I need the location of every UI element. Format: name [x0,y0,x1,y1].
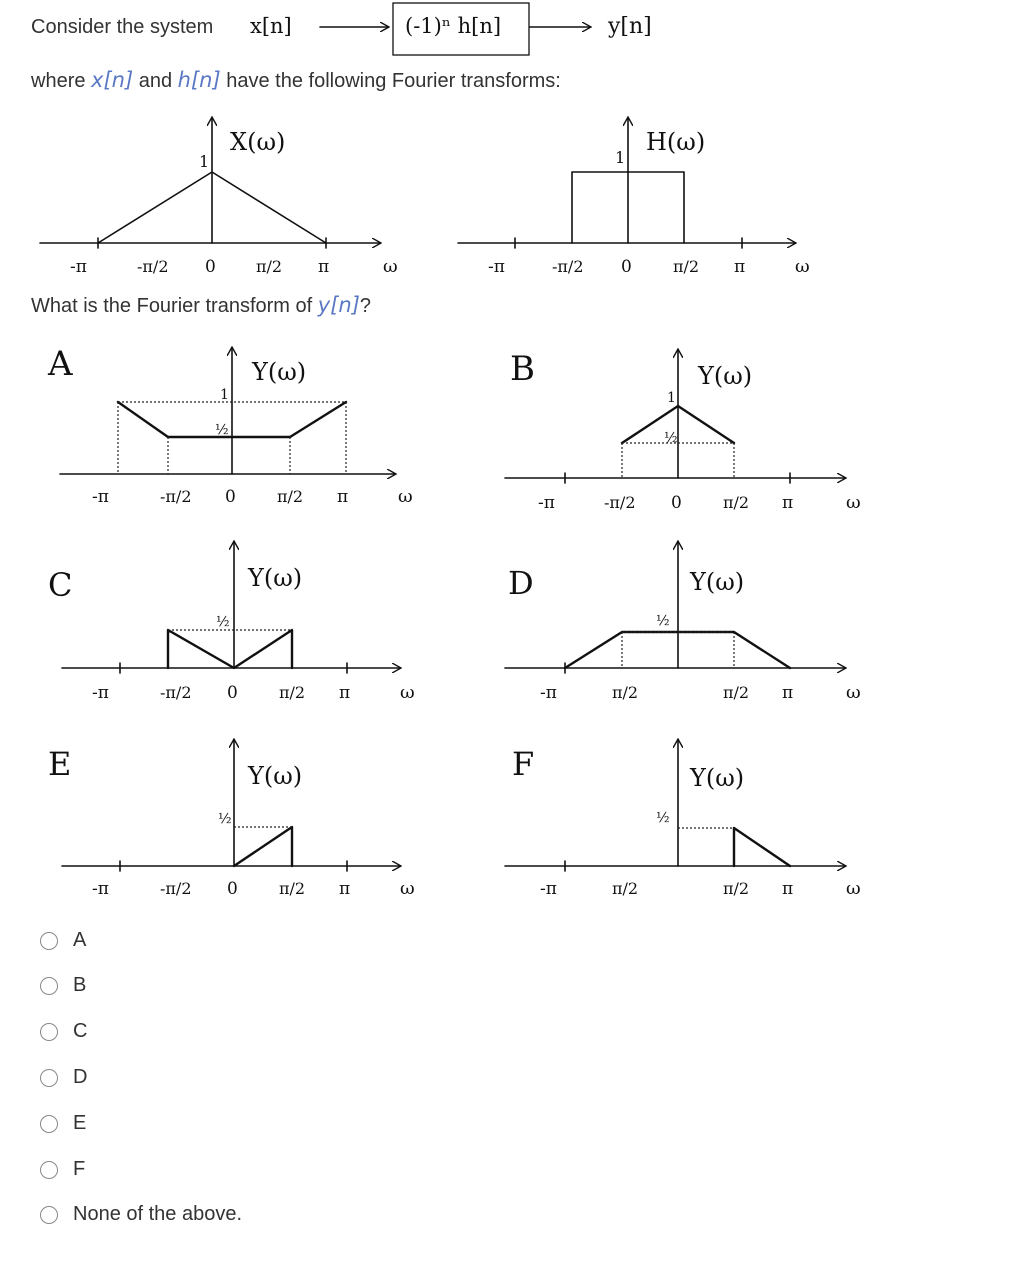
tick-label-half-pi: π/2 [723,683,750,702]
tick-label-neg-pi: -π [488,257,505,277]
omega-label: ω [846,492,861,513]
choice-a-plot [47,344,413,507]
omega-label: ω [846,878,861,899]
choice-e-plot [48,740,415,899]
h-peak-label: 1 [615,148,626,167]
choice-title: Y(ω) [248,762,303,790]
choice-b-plot [505,349,861,513]
tick-label-neg-half-pi: -π/2 [604,493,636,512]
tick-label-neg-half-pi: π/2 [612,683,639,702]
x-peak-label: 1 [199,152,210,171]
choice-letter-e: E [48,745,72,783]
option-b[interactable] [40,974,86,997]
option-f[interactable] [40,1158,85,1181]
tick-label-half-pi: π/2 [256,257,283,276]
tick-label-half-pi: π/2 [723,879,750,898]
tick-label-neg-half-pi: -π/2 [160,683,192,702]
omega-label: ω [383,256,398,277]
tick-label-half-pi: π/2 [673,257,700,276]
option-label: C [73,1020,88,1042]
level-label-one: 1 [220,387,229,403]
level-label-half: ½ [218,811,232,827]
choice-c-plot [48,542,415,703]
tick-label-zero: 0 [671,493,682,513]
option-a[interactable] [40,929,86,952]
choice-letter-d: D [508,564,534,602]
choice-c-curve [168,630,292,668]
radio-button[interactable] [40,1206,58,1224]
choice-title: Y(ω) [690,764,745,792]
tick-label-pi: π [782,879,794,899]
question-intro: Consider the system [31,16,214,38]
level-label-half: ½ [656,613,670,629]
tick-label-neg-half-pi: π/2 [612,879,639,898]
tick-label-neg-half-pi: -π/2 [137,257,169,276]
choice-title: Y(ω) [252,358,307,386]
tick-label-pi: π [318,257,330,277]
tick-label-pi: π [339,683,351,703]
choice-e-curve [234,827,292,866]
option-label: None of the above. [73,1203,243,1225]
level-label-half: ½ [216,614,230,630]
tick-label-pi: π [339,879,351,899]
tick-label-neg-pi: -π [538,493,555,513]
tick-label-pi: π [734,257,746,277]
radio-button[interactable] [40,977,58,995]
radio-button[interactable] [40,932,58,950]
choice-f-plot [505,740,861,899]
level-label-half: ½ [664,430,678,446]
h-plot-title: H(ω) [646,128,706,156]
option-label: A [73,929,87,951]
x-spectrum-plot [40,118,398,277]
tick-label-neg-pi: -π [92,487,109,507]
omega-label: ω [400,878,415,899]
h-spectrum-plot [458,118,810,277]
level-label-one: 1 [667,390,676,406]
tick-label-neg-pi: -π [70,257,87,277]
choice-f-curve [734,828,790,866]
system-output-label: y[n] [608,14,652,39]
choice-title: Y(ω) [248,564,303,592]
omega-label: ω [400,682,415,703]
omega-label: ω [398,486,413,507]
tick-label-neg-pi: -π [92,879,109,899]
tick-label-neg-half-pi: -π/2 [160,487,192,506]
option-c[interactable] [40,1020,87,1043]
system-block-label: (-1)ⁿ h[n] [405,14,502,38]
option-e[interactable] [40,1112,86,1135]
level-label-half: ½ [656,810,670,826]
tick-label-zero: 0 [225,487,236,507]
tick-label-half-pi: π/2 [277,487,304,506]
tick-label-zero: 0 [621,257,632,277]
tick-label-half-pi: π/2 [279,879,306,898]
tick-label-neg-pi: -π [92,683,109,703]
tick-label-pi: π [782,683,794,703]
option-label: D [73,1066,88,1088]
level-label-half: ½ [215,422,229,438]
tick-label-zero: 0 [227,683,238,703]
tick-label-neg-pi: -π [540,879,557,899]
x-plot-title: X(ω) [230,128,286,156]
option-label: E [73,1112,87,1134]
option-d[interactable] [40,1066,87,1089]
choice-title: Y(ω) [690,568,745,596]
option-none[interactable] [40,1203,242,1226]
choice-title: Y(ω) [698,362,753,390]
tick-label-zero: 0 [227,879,238,899]
tick-label-pi: π [782,493,794,513]
choice-letter-b: B [510,349,535,389]
tick-label-half-pi: π/2 [723,493,750,512]
choice-letter-c: C [48,566,73,604]
tick-label-neg-half-pi: -π/2 [160,879,192,898]
tick-label-neg-pi: -π [540,683,557,703]
question-ask: What is the Fourier transform of y[n]? [31,293,372,317]
radio-button[interactable] [40,1069,58,1087]
tick-label-half-pi: π/2 [279,683,306,702]
system-input-label: x[n] [250,14,292,38]
omega-label: ω [846,682,861,703]
choice-d-plot [505,542,861,703]
omega-label: ω [795,256,810,277]
option-label: F [73,1158,86,1180]
radio-button[interactable] [40,1161,58,1179]
where-line: where x[n] and h[n] have the following Fourier transforms: [31,68,561,92]
radio-button[interactable] [40,1023,58,1041]
choice-letter-f: F [512,745,535,783]
system-block [393,3,529,55]
tick-label-pi: π [337,487,349,507]
tick-label-neg-half-pi: -π/2 [552,257,584,276]
radio-button[interactable] [40,1115,58,1133]
option-label: B [73,974,87,996]
tick-label-zero: 0 [205,257,216,277]
system-diagram [320,3,590,55]
choice-letter-a: A [48,344,73,384]
